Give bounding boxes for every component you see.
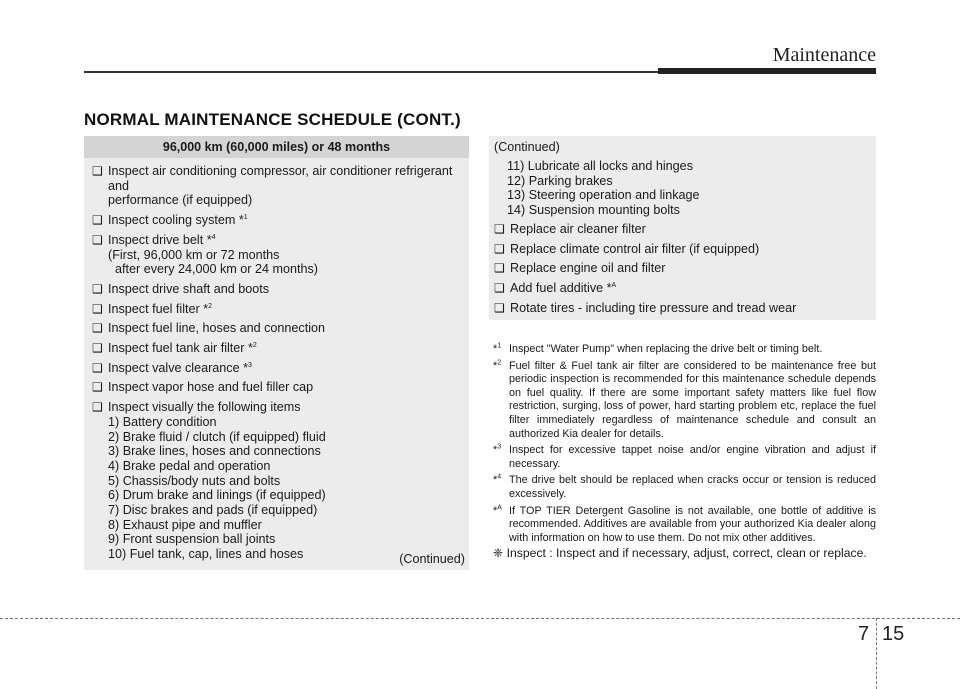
page-number: 15: [882, 623, 905, 645]
item-text: Inspect drive belt *$^4$: [108, 232, 216, 247]
item-text: Replace engine oil and filter: [510, 261, 666, 276]
visual-inspection-item: 4) Brake pedal and operation: [108, 458, 271, 473]
footnote-marker: *$^A$: [493, 503, 502, 517]
checklist-item: [92, 400, 461, 562]
header-title: Maintenance: [772, 44, 876, 66]
footnote: [493, 360, 876, 442]
item-subtext: after every 24,000 km or 24 months): [115, 262, 318, 277]
visual-inspection-item: 11) Lubricate all locks and hinges: [507, 159, 693, 173]
footnote: [493, 444, 876, 471]
footnote-mark: 2: [208, 302, 213, 310]
checkbox-icon: ❑: [494, 241, 505, 256]
checklist-item: [92, 302, 461, 317]
item-text: Rotate tires - including tire pressure and tread wear: [510, 300, 797, 315]
item-subtext: (First, 96,000 km or 72 months: [108, 247, 280, 262]
checklist-item: [494, 242, 876, 257]
schedule-panel-left: [84, 136, 469, 570]
checkbox-icon: ❑: [494, 261, 505, 276]
footnotes: [493, 343, 876, 548]
checkbox-icon: ❑: [92, 213, 103, 228]
visual-inspection-item: 6) Drum brake and linings (if equipped): [108, 488, 326, 503]
item-text: Inspect valve clearance *$^3$: [108, 360, 252, 375]
footnote-mark: A: [497, 503, 502, 511]
item-text: Add fuel additive *$^A$: [510, 280, 617, 295]
checkbox-icon: ❑: [92, 164, 103, 178]
footnote-text: Fuel filter & Fuel tank air filter are considered to be maintenance free but periodic inspection is recommended for this maintenance schedule depends on fuel quality. If there are some important safety matters like fuel flow restriction, surging, loss of power, hard starting problem etc, replace the fuel filter immediately regardless of maintenance schedule and consult an authorized Kia dealer for details.: [509, 359, 876, 440]
page-number-separator: [876, 618, 877, 689]
visual-inspection-item: 2) Brake fluid / clutch (if equipped) fluid: [108, 429, 326, 444]
continued-label-right: (Continued): [494, 140, 560, 154]
inspect-definition: ❈ Inspect : Inspect and if necessary, adjust, correct, clean or replace.: [493, 546, 867, 560]
left-item-list: [84, 158, 469, 562]
continued-label: (Continued): [399, 552, 465, 566]
footnote-mark: 1: [497, 342, 502, 350]
checkbox-icon: ❑: [92, 380, 103, 395]
item-text: Inspect visually the following items: [108, 400, 301, 415]
footer-rule: [0, 618, 960, 619]
item-text: performance (if equipped): [108, 193, 253, 208]
checklist-item: [92, 213, 461, 228]
footnote-text: The drive belt should be replaced when cracks occur or tension is reduced excessively.: [509, 474, 876, 500]
visual-inspection-item: 12) Parking brakes: [507, 173, 613, 188]
header-rule: [84, 71, 658, 73]
checkbox-icon: ❑: [92, 360, 103, 375]
item-text: Inspect vapor hose and fuel filler cap: [108, 380, 314, 395]
footnote-text: If TOP TIER Detergent Gasoline is not available, one bottle of additive is recommended. Additives are available from your authorized Kia dealer along with information on how to use them. Do not mix other additives.: [509, 504, 876, 544]
footnote-mark: 3: [497, 443, 502, 451]
visual-inspection-item: 1) Battery condition: [108, 414, 217, 429]
schedule-interval-heading: 96,000 km (60,000 miles) or 48 months: [84, 136, 469, 158]
checklist-item: [494, 261, 876, 276]
item-text: Inspect cooling system *$^1$: [108, 213, 248, 228]
footnote-mark: 2: [252, 341, 257, 349]
footnote: [493, 505, 876, 546]
checklist-item: [494, 301, 876, 316]
footnote-marker: *$^4$: [493, 473, 502, 487]
footnote-text: Inspect for excessive tappet noise and/or engine vibration and adjust if necessary.: [509, 444, 876, 470]
checklist-item: [92, 380, 461, 395]
section-title: NORMAL MAINTENANCE SCHEDULE (CONT.): [84, 110, 461, 129]
checkbox-icon: ❑: [92, 400, 103, 415]
checklist-item: [494, 222, 876, 237]
schedule-panel-right: [489, 136, 876, 320]
right-item-list: [489, 218, 876, 316]
checklist-item: [494, 281, 876, 296]
footnote: [493, 474, 876, 501]
footnote-marker: *$^1$: [493, 342, 502, 355]
checkbox-icon: ❑: [494, 221, 505, 236]
footnote-mark: A: [611, 281, 617, 289]
checkbox-icon: ❑: [92, 301, 103, 316]
checklist-item: [92, 361, 461, 376]
item-text: Replace climate control air filter (if equipped): [510, 241, 760, 256]
checkbox-icon: ❑: [92, 281, 103, 296]
checklist-item: [92, 321, 461, 336]
item-text: Replace air cleaner filter: [510, 221, 646, 236]
checklist-item: [92, 233, 461, 277]
checkbox-icon: ❑: [92, 341, 103, 356]
checklist-item: [92, 341, 461, 356]
item-text: Inspect drive shaft and boots: [108, 281, 270, 296]
chapter-number: 7: [858, 623, 870, 645]
visual-inspection-item: 7) Disc brakes and pads (if equipped): [108, 503, 318, 518]
item-text: Inspect air conditioning compressor, air conditioner refrigerant and: [108, 164, 453, 193]
footnote-mark: 3: [248, 361, 252, 369]
checkbox-icon: ❑: [92, 321, 103, 336]
right-numbered-list: [489, 154, 876, 218]
footnote: [493, 343, 876, 357]
footnote-mark: 4: [497, 473, 502, 481]
visual-inspection-item: 8) Exhaust pipe and muffler: [108, 517, 262, 532]
item-text: Inspect fuel filter *$^2$: [108, 301, 213, 316]
visual-inspection-item: 3) Brake lines, hoses and connections: [108, 444, 321, 459]
checkbox-icon: ❑: [92, 232, 103, 247]
visual-inspection-item: 9) Front suspension ball joints: [108, 532, 276, 547]
footnote-mark: 1: [243, 213, 248, 221]
item-text: Inspect fuel tank air filter *$^2$: [108, 341, 257, 356]
visual-inspection-item: 14) Suspension mounting bolts: [507, 203, 680, 218]
item-text: Inspect fuel line, hoses and connection: [108, 321, 326, 336]
footnote-mark: 4: [211, 233, 216, 241]
checkbox-icon: ❑: [494, 280, 505, 295]
visual-inspection-item: 13) Steering operation and linkage: [507, 188, 700, 203]
header-rule-thick: [658, 68, 876, 74]
footnote-text: Inspect "Water Pump" when replacing the drive belt or timing belt.: [509, 343, 823, 355]
checklist-item: [92, 282, 461, 297]
footnote-mark: 2: [497, 359, 502, 366]
footnote-marker: *$^2$: [493, 359, 502, 372]
visual-inspection-item: 5) Chassis/body nuts and bolts: [108, 473, 281, 488]
visual-inspection-item: 10) Fuel tank, cap, lines and hoses: [108, 547, 304, 562]
footnote-marker: *$^3$: [493, 443, 502, 457]
checklist-item: [92, 164, 461, 208]
checkbox-icon: ❑: [494, 300, 505, 315]
